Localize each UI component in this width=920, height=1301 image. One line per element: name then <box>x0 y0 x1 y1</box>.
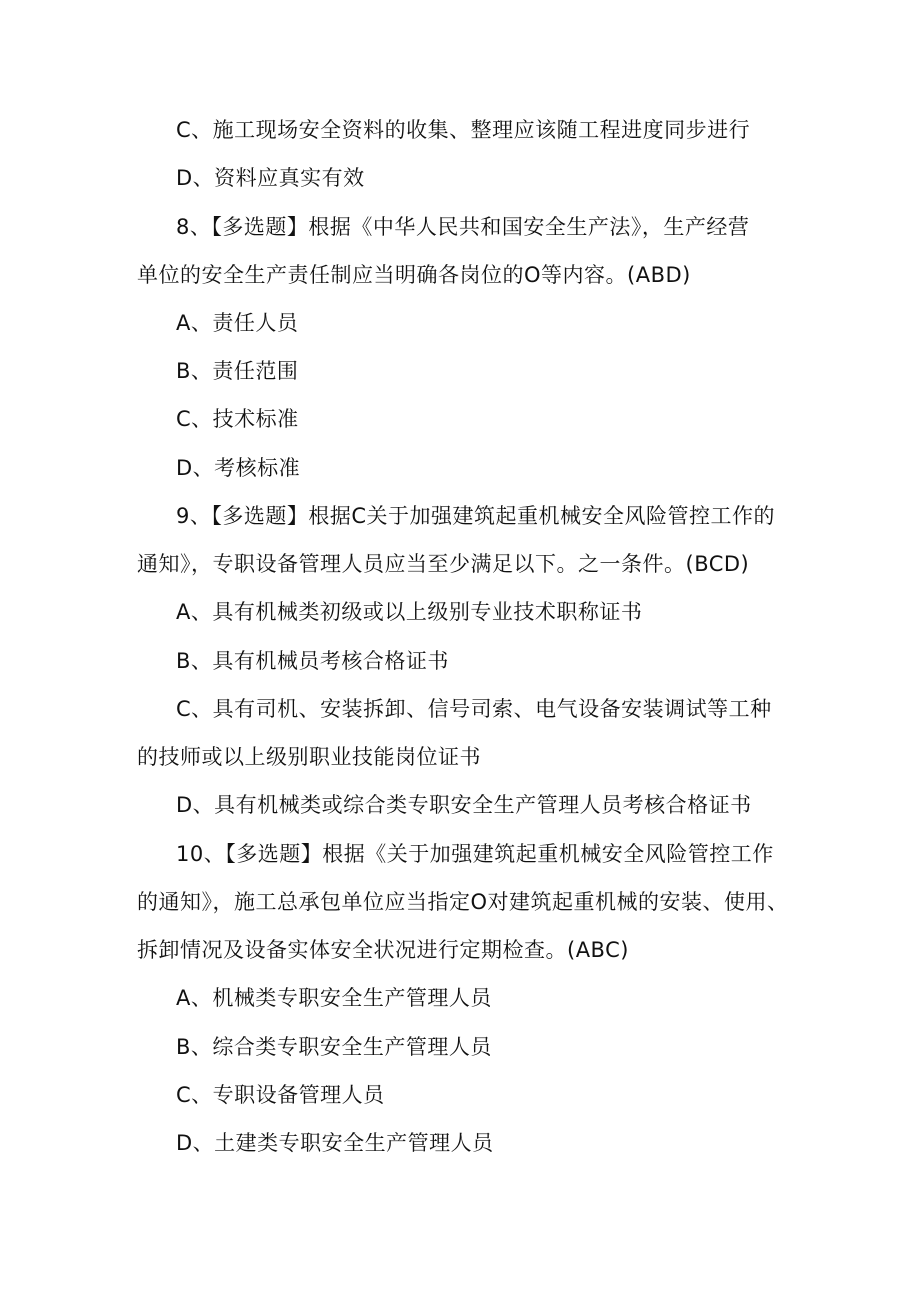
question-10-option-a: A、机械类专职安全生产管理人员 <box>176 986 492 1010</box>
question-9-option-d: D、具有机械类或综合类专职安全生产管理人员考核合格证书 <box>176 793 752 817</box>
question-8-option-c: C、技术标准 <box>176 407 299 431</box>
question-10-line-3: 拆卸情况及设备实体安全状况进行定期检查。(ABC) <box>137 938 629 962</box>
option-c-line: C、施工现场安全资料的收集、整理应该随工程进度同步进行 <box>176 118 751 142</box>
question-8-option-d: D、考核标准 <box>176 456 301 480</box>
question-9-line-2: 通知》，专职设备管理人员应当至少满足以下。之一条件。(BCD) <box>137 552 750 576</box>
question-8-option-b: B、责任范围 <box>176 359 299 383</box>
question-9-option-b: B、具有机械员考核合格证书 <box>176 649 449 673</box>
question-8-line-2: 单位的安全生产责任制应当明确各岗位的O等内容。(ABD) <box>137 263 691 287</box>
question-8-line-1: 8、【多选题】根据《中华人民共和国安全生产法》，生产经营 <box>176 215 750 239</box>
question-9-option-c-2: 的技师或以上级别职业技能岗位证书 <box>137 745 481 769</box>
option-d-line: D、资料应真实有效 <box>176 166 365 190</box>
question-10-option-b: B、综合类专职安全生产管理人员 <box>176 1035 492 1059</box>
question-10-option-c: C、专职设备管理人员 <box>176 1083 385 1107</box>
question-9-line-1: 9、【多选题】根据C关于加强建筑起重机械安全风险管控工作的 <box>176 504 776 528</box>
question-10-option-d: D、土建类专职安全生产管理人员 <box>176 1131 494 1155</box>
question-8-option-a: A、责任人员 <box>176 311 299 335</box>
question-9-option-a: A、具有机械类初级或以上级别专业技术职称证书 <box>176 600 643 624</box>
question-10-line-1: 10、【多选题】根据《关于加强建筑起重机械安全风险管控工作 <box>176 842 774 866</box>
question-9-option-c-1: C、具有司机、安装拆卸、信号司索、电气设备安装调试等工种 <box>176 697 772 721</box>
question-10-line-2: 的通知》，施工总承包单位应当指定O对建筑起重机械的安装、使用、 <box>137 890 789 914</box>
